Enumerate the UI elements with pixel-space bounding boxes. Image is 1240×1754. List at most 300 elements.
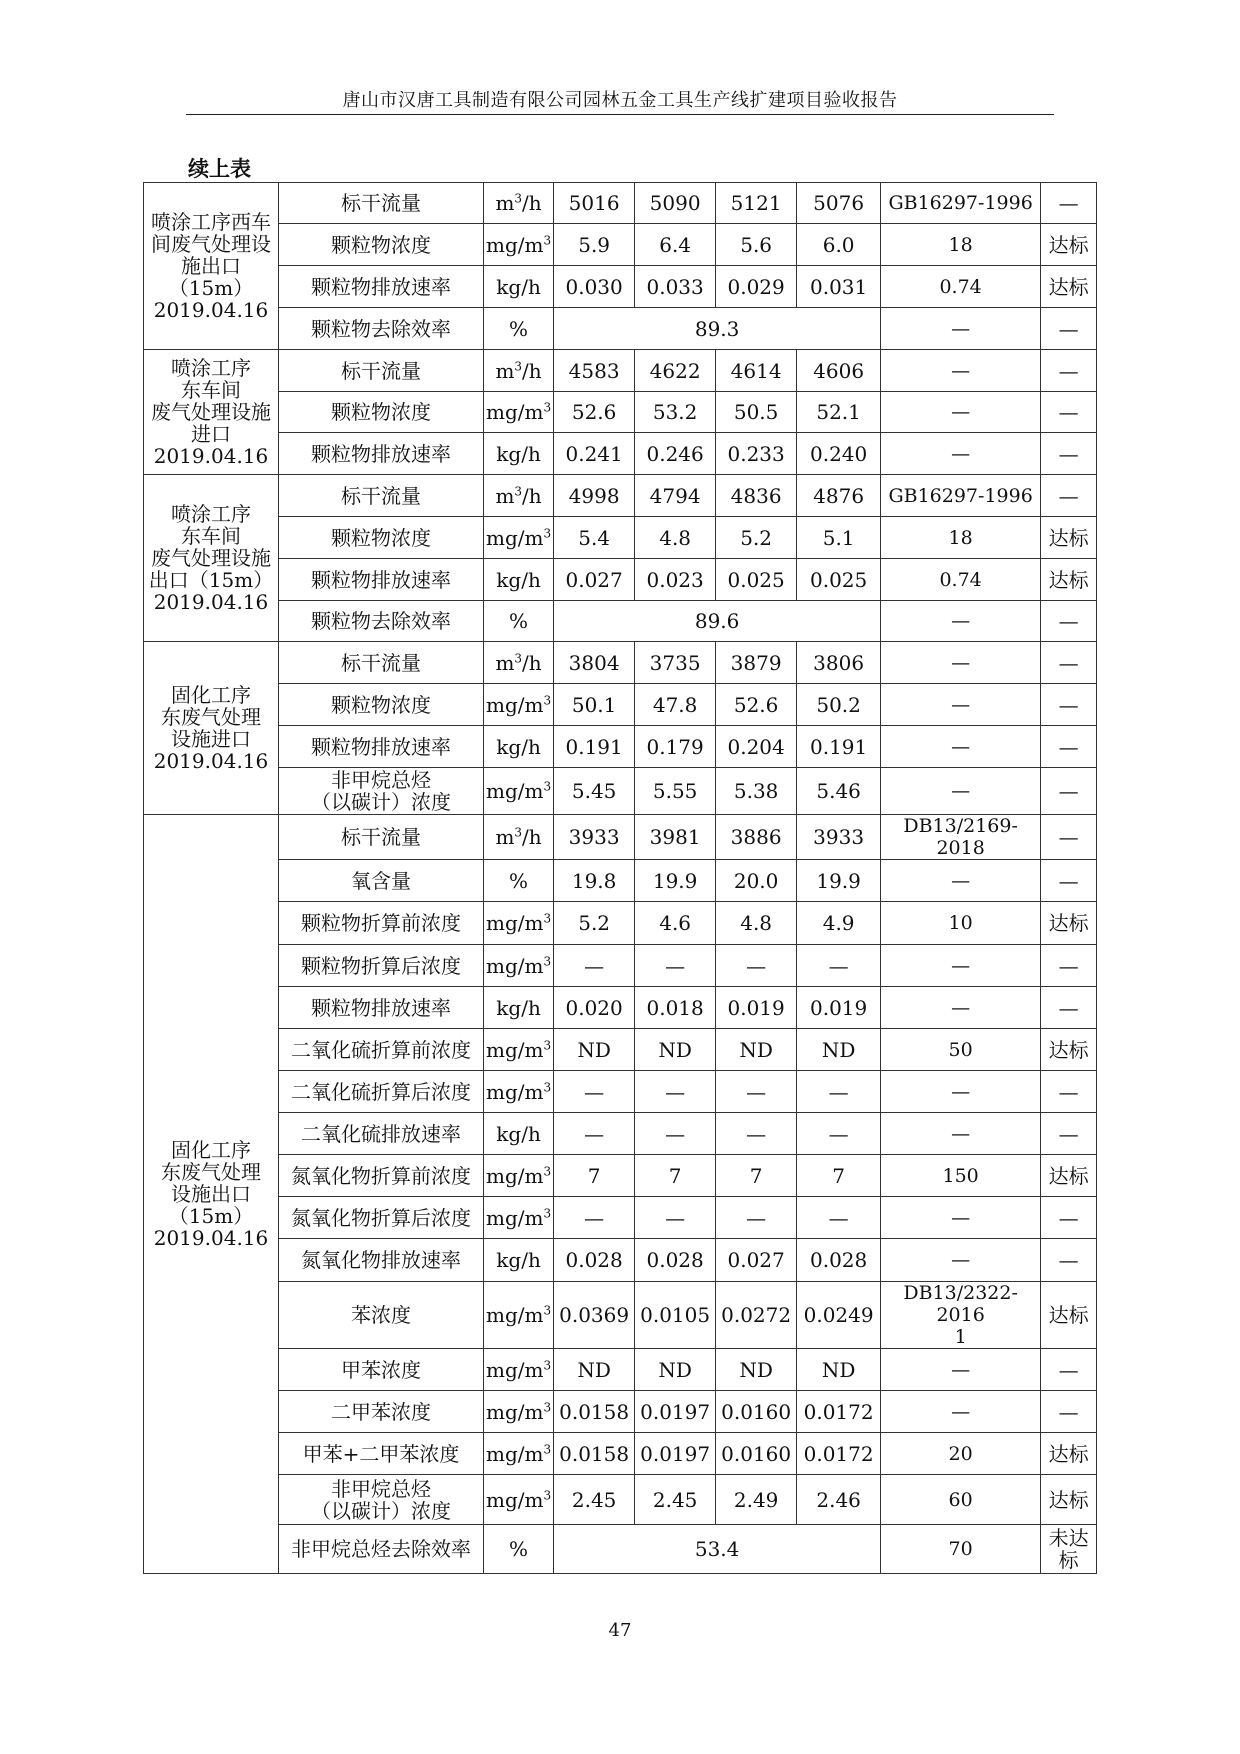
standard-limit-cell xyxy=(881,224,1041,266)
cell-line: GB16297-1996 xyxy=(888,192,1033,214)
table-row xyxy=(144,517,1097,559)
unit-base: mg/m xyxy=(486,911,544,935)
test-item-cell xyxy=(279,1239,484,1282)
cell-line: — xyxy=(951,780,971,802)
cell-line: 东车间 xyxy=(181,378,241,402)
test-item-cell xyxy=(279,1071,484,1113)
value-cell: 0.246 xyxy=(635,433,716,475)
table-row xyxy=(144,642,1097,684)
cell-line: 二氧化硫排放速率 xyxy=(301,1121,461,1146)
value-cell: 0.241 xyxy=(554,433,635,475)
compliance-result-cell xyxy=(1041,601,1097,642)
standard-limit-cell xyxy=(881,726,1041,768)
value-cell: 52.6 xyxy=(554,392,635,433)
value-cell: 4.8 xyxy=(635,517,716,559)
cell-line: 颗粒物排放速率 xyxy=(311,441,451,466)
cell-line: 喷涂工序 xyxy=(171,356,251,380)
compliance-result-cell xyxy=(1041,1525,1097,1574)
unit-base: kg/h xyxy=(496,1248,541,1272)
cell-line: — xyxy=(1058,358,1079,383)
value-cell: ND xyxy=(797,1029,881,1071)
value-cell: 3879 xyxy=(716,642,797,684)
monitoring-results-table xyxy=(143,182,1097,1574)
cell-line: 标干流量 xyxy=(341,483,421,508)
compliance-result-cell xyxy=(1041,1239,1097,1282)
standard-limit-cell xyxy=(881,433,1041,475)
value-cell: 4836 xyxy=(716,475,797,517)
cell-line: 喷涂工序西车 xyxy=(151,210,271,234)
cell-line: 间废气处理设 xyxy=(151,232,271,256)
value-cell: 50.1 xyxy=(554,684,635,726)
unit-base: % xyxy=(509,1537,529,1561)
cell-line: 颗粒物排放速率 xyxy=(311,274,451,299)
cell-line: 颗粒物浓度 xyxy=(331,232,431,257)
cell-line: — xyxy=(951,401,971,423)
value-cell: 0.025 xyxy=(797,559,881,601)
unit-base: m xyxy=(495,650,515,675)
cell-line: 颗粒物折算前浓度 xyxy=(301,911,461,935)
test-item-cell xyxy=(279,945,484,987)
cell-line: 废气处理设施 xyxy=(151,400,271,424)
cell-line: 标干流量 xyxy=(341,650,421,675)
unit-cell xyxy=(484,1071,554,1113)
cell-line: 达标 xyxy=(1048,567,1089,592)
standard-limit-cell xyxy=(881,1029,1041,1071)
value-cell: 0.028 xyxy=(797,1239,881,1282)
cell-line: 东废气处理 xyxy=(161,705,261,729)
cell-line: 颗粒物排放速率 xyxy=(311,995,451,1020)
value-cell: 5.46 xyxy=(797,768,881,815)
unit-base: % xyxy=(509,316,529,341)
cell-line: — xyxy=(1058,400,1079,424)
value-cell: 5.1 xyxy=(797,517,881,559)
sampling-location-cell xyxy=(144,642,279,815)
table-row xyxy=(144,1155,1097,1197)
standard-limit-cell xyxy=(881,1475,1041,1525)
table-row xyxy=(144,1391,1097,1433)
unit-base: mg/m xyxy=(486,1441,544,1466)
unit-cell xyxy=(484,945,554,987)
unit-cell xyxy=(484,726,554,768)
standard-limit-cell xyxy=(881,684,1041,726)
cell-line: 颗粒物去除效率 xyxy=(311,316,451,341)
value-cell: 7 xyxy=(635,1155,716,1197)
compliance-result-cell xyxy=(1041,642,1097,684)
test-item-cell xyxy=(279,768,484,815)
cell-line: — xyxy=(951,996,971,1019)
standard-limit-cell xyxy=(881,392,1041,433)
unit-cell xyxy=(484,684,554,726)
value-cell: — xyxy=(554,1113,635,1155)
merged-value-cell: 89.6 xyxy=(554,601,881,642)
value-cell: — xyxy=(635,1197,716,1239)
compliance-result-cell xyxy=(1041,475,1097,517)
cell-line: — xyxy=(1058,191,1079,215)
compliance-result-cell xyxy=(1041,815,1097,860)
unit-superscript: 3 xyxy=(543,1487,552,1502)
cell-line: 达标 xyxy=(1048,1441,1089,1466)
unit-cell xyxy=(484,1197,554,1239)
value-cell: 5.38 xyxy=(716,768,797,815)
unit-cell xyxy=(484,815,554,860)
standard-limit-cell xyxy=(881,1113,1041,1155)
cell-line: 达标 xyxy=(1048,1487,1089,1512)
value-cell: — xyxy=(716,1071,797,1113)
value-cell: 19.8 xyxy=(554,860,635,902)
value-cell: 7 xyxy=(716,1155,797,1197)
cell-line: 二氧化硫折算前浓度 xyxy=(291,1037,471,1062)
cell-line: — xyxy=(951,1249,971,1271)
value-cell: — xyxy=(554,1071,635,1113)
value-cell: 0.020 xyxy=(554,987,635,1029)
value-cell: 0.0105 xyxy=(635,1282,716,1349)
compliance-result-cell xyxy=(1041,433,1097,475)
unit-cell xyxy=(484,860,554,902)
value-cell: — xyxy=(797,1197,881,1239)
cell-line: 标干流量 xyxy=(341,825,421,849)
cell-line: DB13/2169-2018 xyxy=(903,815,1018,859)
value-cell: — xyxy=(635,945,716,987)
unit-superscript: 3 xyxy=(543,953,552,968)
value-cell: 4614 xyxy=(716,350,797,392)
test-item-cell xyxy=(279,475,484,517)
test-item-cell xyxy=(279,308,484,350)
unit-superscript: 3 xyxy=(543,1163,552,1178)
table-row xyxy=(144,559,1097,601)
value-cell: 0.0197 xyxy=(635,1391,716,1433)
unit-cell xyxy=(484,433,554,475)
value-cell: 2.45 xyxy=(554,1475,635,1525)
sampling-location-cell xyxy=(144,183,279,350)
value-cell: 5076 xyxy=(797,183,881,224)
cell-line: 达标 xyxy=(1048,274,1089,299)
cell-line: — xyxy=(1058,483,1079,508)
cell-line: 设施出口 xyxy=(171,1182,251,1206)
value-cell: ND xyxy=(635,1349,716,1391)
value-cell: — xyxy=(797,1071,881,1113)
sampling-location-cell xyxy=(144,815,279,1574)
cell-line: — xyxy=(1058,692,1079,717)
cell-line: 二甲苯浓度 xyxy=(331,1399,431,1424)
unit-base: mg/m xyxy=(486,1399,544,1424)
value-cell: 5121 xyxy=(716,183,797,224)
value-cell: 2.46 xyxy=(797,1475,881,1525)
value-cell: ND xyxy=(797,1349,881,1391)
value-cell: 3981 xyxy=(635,815,716,860)
table-row xyxy=(144,768,1097,815)
compliance-result-cell xyxy=(1041,945,1097,987)
standard-limit-cell xyxy=(881,1525,1041,1574)
cell-line: 18 xyxy=(948,233,973,256)
value-cell: 5.2 xyxy=(554,902,635,945)
value-cell: 3933 xyxy=(554,815,635,860)
value-cell: 5090 xyxy=(635,183,716,224)
unit-cell xyxy=(484,1525,554,1574)
unit-superscript: 3 xyxy=(514,191,523,206)
standard-limit-cell xyxy=(881,642,1041,684)
test-item-cell xyxy=(279,860,484,902)
value-cell: 3933 xyxy=(797,815,881,860)
standard-limit-cell xyxy=(881,601,1041,642)
value-cell: 50.2 xyxy=(797,684,881,726)
compliance-result-cell xyxy=(1041,902,1097,945)
cell-line: — xyxy=(951,1400,971,1423)
unit-base: % xyxy=(509,868,529,893)
unit-cell xyxy=(484,642,554,684)
compliance-result-cell xyxy=(1041,1155,1097,1197)
cell-line: — xyxy=(1058,953,1079,978)
compliance-result-cell xyxy=(1041,517,1097,559)
value-cell: 0.018 xyxy=(635,987,716,1029)
standard-limit-cell xyxy=(881,1197,1041,1239)
page-number: 47 xyxy=(608,1620,632,1641)
test-item-cell xyxy=(279,224,484,266)
standard-limit-cell xyxy=(881,559,1041,601)
cell-line: — xyxy=(951,359,971,382)
unit-base: kg/h xyxy=(496,567,541,592)
value-cell: 0.191 xyxy=(554,726,635,768)
value-cell: 0.027 xyxy=(716,1239,797,1282)
compliance-result-cell xyxy=(1041,559,1097,601)
unit-base: mg/m xyxy=(486,1205,544,1230)
value-cell: 0.0369 xyxy=(554,1282,635,1349)
value-cell: 4.8 xyxy=(716,902,797,945)
test-item-cell xyxy=(279,183,484,224)
standard-limit-cell xyxy=(881,1349,1041,1391)
unit-cell xyxy=(484,1349,554,1391)
sampling-location-cell xyxy=(144,475,279,642)
unit-cell xyxy=(484,350,554,392)
standard-limit-cell xyxy=(881,945,1041,987)
test-item-cell xyxy=(279,1155,484,1197)
cell-line: 氮氧化物折算后浓度 xyxy=(291,1205,471,1230)
cell-line: 1 xyxy=(954,1326,967,1348)
value-cell: 3886 xyxy=(716,815,797,860)
compliance-result-cell xyxy=(1041,266,1097,308)
value-cell: 19.9 xyxy=(635,860,716,902)
unit-suffix: /h xyxy=(522,191,542,215)
test-item-cell xyxy=(279,1433,484,1475)
value-cell: 0.025 xyxy=(716,559,797,601)
cell-line: 颗粒物排放速率 xyxy=(311,567,451,592)
table-row xyxy=(144,815,1097,860)
cell-line: — xyxy=(1058,316,1079,341)
unit-cell xyxy=(484,183,554,224)
value-cell: — xyxy=(554,1197,635,1239)
unit-base: mg/m xyxy=(486,779,544,803)
unit-cell xyxy=(484,308,554,350)
value-cell: 47.8 xyxy=(635,684,716,726)
cell-line: — xyxy=(951,1122,971,1145)
value-cell: 3735 xyxy=(635,642,716,684)
cell-line: — xyxy=(951,442,971,465)
table-row xyxy=(144,726,1097,768)
cell-line: 标干流量 xyxy=(341,191,421,215)
test-item-cell xyxy=(279,601,484,642)
cell-line: 达标 xyxy=(1048,1163,1089,1188)
unit-base: m xyxy=(495,825,515,849)
cell-line: 150 xyxy=(942,1164,979,1187)
value-cell: 0.0158 xyxy=(554,1433,635,1475)
value-cell: 0.204 xyxy=(716,726,797,768)
unit-superscript: 3 xyxy=(514,650,523,665)
unit-cell xyxy=(484,1113,554,1155)
unit-base: kg/h xyxy=(496,995,541,1020)
standard-limit-cell xyxy=(881,1239,1041,1282)
cell-line: — xyxy=(951,317,971,340)
table-row xyxy=(144,392,1097,433)
cell-line: — xyxy=(1058,734,1079,759)
cell-line: 苯浓度 xyxy=(351,1303,411,1327)
value-cell: 0.233 xyxy=(716,433,797,475)
value-cell: 0.028 xyxy=(635,1239,716,1282)
cell-line: 达标 xyxy=(1048,911,1089,935)
compliance-result-cell xyxy=(1041,1391,1097,1433)
header-divider xyxy=(186,114,1054,115)
table-row xyxy=(144,1197,1097,1239)
test-item-cell xyxy=(279,1197,484,1239)
unit-base: m xyxy=(495,483,515,508)
cell-line: 氮氧化物排放速率 xyxy=(301,1248,461,1272)
test-item-cell xyxy=(279,559,484,601)
unit-superscript: 3 xyxy=(543,1205,552,1220)
compliance-result-cell xyxy=(1041,1349,1097,1391)
standard-limit-cell xyxy=(881,987,1041,1029)
cell-line: 达标 xyxy=(1048,1303,1089,1327)
table-row xyxy=(144,987,1097,1029)
value-cell: 4583 xyxy=(554,350,635,392)
value-cell: 0.030 xyxy=(554,266,635,308)
test-item-cell xyxy=(279,902,484,945)
cell-line: 进口 xyxy=(191,422,231,446)
value-cell: 0.028 xyxy=(554,1239,635,1282)
cell-line: （以碳计）浓度 xyxy=(311,1498,451,1523)
cell-line: （以碳计）浓度 xyxy=(311,790,451,814)
test-item-cell xyxy=(279,433,484,475)
cell-line: 0.74 xyxy=(939,568,982,591)
unit-superscript: 3 xyxy=(543,692,552,707)
compliance-result-cell xyxy=(1041,1029,1097,1071)
table-row xyxy=(144,475,1097,517)
value-cell: 5.55 xyxy=(635,768,716,815)
table-row xyxy=(144,1525,1097,1574)
cell-line: 非甲烷总烃 xyxy=(331,768,431,792)
compliance-result-cell xyxy=(1041,1282,1097,1349)
cell-line: 50 xyxy=(948,1038,973,1061)
unit-base: mg/m xyxy=(486,692,544,717)
cell-line: 0.74 xyxy=(939,275,982,298)
unit-superscript: 3 xyxy=(543,1303,552,1318)
test-item-cell xyxy=(279,517,484,559)
test-item-cell xyxy=(279,1475,484,1525)
cell-line: 2019.04.16 xyxy=(153,298,269,322)
value-cell: — xyxy=(797,945,881,987)
cell-line: 2019.04.16 xyxy=(153,749,269,773)
table-continuation-title: 续上表 xyxy=(188,156,251,181)
value-cell: 4794 xyxy=(635,475,716,517)
cell-line: 固化工序 xyxy=(171,1138,251,1162)
value-cell: 4876 xyxy=(797,475,881,517)
standard-limit-cell xyxy=(881,902,1041,945)
value-cell: 0.019 xyxy=(716,987,797,1029)
compliance-result-cell xyxy=(1041,392,1097,433)
cell-line: 东废气处理 xyxy=(161,1160,261,1184)
table-row xyxy=(144,224,1097,266)
standard-limit-cell xyxy=(881,1433,1041,1475)
unit-cell xyxy=(484,987,554,1029)
sampling-location-cell xyxy=(144,350,279,475)
cell-line: 标 xyxy=(1058,1548,1079,1572)
compliance-result-cell xyxy=(1041,726,1097,768)
value-cell: — xyxy=(635,1113,716,1155)
cell-line: （15m） xyxy=(168,1204,254,1228)
value-cell: 52.6 xyxy=(716,684,797,726)
cell-line: 颗粒物浓度 xyxy=(331,692,431,717)
standard-limit-cell xyxy=(881,266,1041,308)
value-cell: ND xyxy=(716,1349,797,1391)
value-cell: 0.019 xyxy=(797,987,881,1029)
value-cell: ND xyxy=(635,1029,716,1071)
table-row xyxy=(144,902,1097,945)
table-row xyxy=(144,308,1097,350)
table-row xyxy=(144,433,1097,475)
table-row xyxy=(144,1349,1097,1391)
table-row xyxy=(144,183,1097,224)
cell-line: — xyxy=(1058,650,1079,675)
table-row xyxy=(144,1071,1097,1113)
value-cell: 0.0160 xyxy=(716,1391,797,1433)
unit-superscript: 3 xyxy=(543,1399,552,1414)
merged-value-cell: 53.4 xyxy=(554,1525,881,1574)
cell-line: — xyxy=(951,610,971,632)
standard-limit-cell xyxy=(881,517,1041,559)
value-cell: — xyxy=(554,945,635,987)
unit-cell xyxy=(484,1239,554,1282)
unit-superscript: 3 xyxy=(543,1037,552,1052)
merged-value-cell: 89.3 xyxy=(554,308,881,350)
value-cell: 5016 xyxy=(554,183,635,224)
cell-line: 非甲烷总烃 xyxy=(331,1476,431,1501)
unit-cell xyxy=(484,559,554,601)
compliance-result-cell xyxy=(1041,768,1097,815)
cell-line: — xyxy=(951,1206,971,1229)
test-item-cell xyxy=(279,1113,484,1155)
cell-line: 甲苯浓度 xyxy=(341,1357,421,1382)
standard-limit-cell xyxy=(881,860,1041,902)
unit-base: % xyxy=(509,609,529,633)
test-item-cell xyxy=(279,266,484,308)
report-header: 唐山市汉唐工具制造有限公司园林五金工具生产线扩建项目验收报告 xyxy=(342,90,898,111)
value-cell: ND xyxy=(554,1029,635,1071)
cell-line: 达标 xyxy=(1048,1037,1089,1062)
unit-superscript: 3 xyxy=(543,911,552,926)
cell-line: — xyxy=(1058,995,1079,1020)
test-item-cell xyxy=(279,726,484,768)
test-item-cell xyxy=(279,642,484,684)
value-cell: 0.0158 xyxy=(554,1391,635,1433)
table-row xyxy=(144,860,1097,902)
compliance-result-cell xyxy=(1041,684,1097,726)
unit-suffix: /h xyxy=(522,650,542,675)
standard-limit-cell xyxy=(881,1391,1041,1433)
table-row xyxy=(144,266,1097,308)
value-cell: 2.49 xyxy=(716,1475,797,1525)
standard-limit-cell xyxy=(881,350,1041,392)
cell-line: 设施进口 xyxy=(171,727,251,751)
value-cell: 0.023 xyxy=(635,559,716,601)
unit-base: mg/m xyxy=(486,1303,544,1327)
cell-line: 氮氧化物折算前浓度 xyxy=(291,1163,471,1188)
